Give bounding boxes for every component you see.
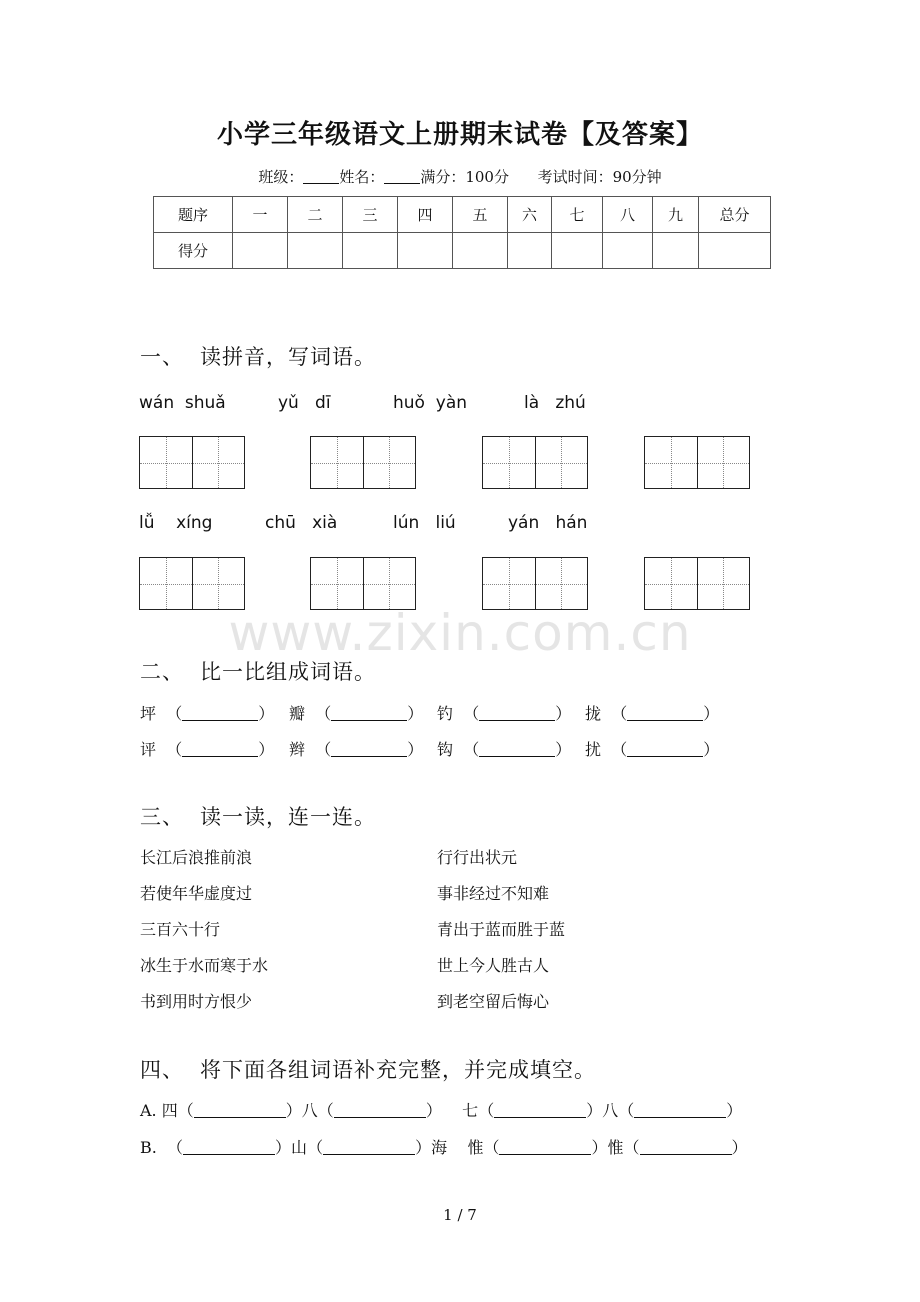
pinyin-label: chū xià: [265, 513, 338, 533]
tianzi-grid[interactable]: [482, 436, 588, 489]
score-cell[interactable]: [343, 233, 398, 269]
word-char: 海: [431, 1138, 448, 1157]
pinyin-label: wán shuǎ: [139, 393, 226, 413]
answer-blank[interactable]: [323, 1140, 415, 1155]
tianzi-grid[interactable]: [644, 557, 750, 610]
tianzi-grid[interactable]: [644, 436, 750, 489]
answer-blank[interactable]: [183, 1140, 275, 1155]
score-table-header-row: [154, 197, 771, 233]
pinyin-label: huǒ yàn: [393, 393, 468, 413]
score-cell[interactable]: [288, 233, 343, 269]
section-1-heading: [140, 341, 376, 371]
answer-blank[interactable]: [499, 1140, 591, 1155]
pinyin-label: yán hán: [508, 513, 588, 533]
char: 瓣: [289, 704, 306, 723]
score-cell[interactable]: [653, 233, 699, 269]
tianzi-grid[interactable]: [139, 557, 245, 610]
left-phrase[interactable]: 三百六十行: [140, 920, 221, 939]
right-phrase[interactable]: 事非经过不知难: [437, 884, 550, 903]
score-cell[interactable]: [603, 233, 653, 269]
full-score: 满分：100分: [420, 168, 509, 186]
answer-blank[interactable]: [479, 706, 555, 721]
char: 评: [140, 740, 157, 759]
answer-blank[interactable]: [194, 1103, 286, 1118]
section-title: 将下面各组词语补充完整，并完成填空。: [200, 1058, 596, 1082]
header-cell: 一: [233, 197, 288, 233]
char: 辫: [289, 740, 306, 759]
header-cell: 四: [398, 197, 453, 233]
answer-blank[interactable]: [182, 706, 258, 721]
exam-info-line: [0, 166, 920, 187]
score-cell[interactable]: [508, 233, 552, 269]
tianzi-grid[interactable]: [482, 557, 588, 610]
section-number: 二、: [140, 660, 184, 684]
answer-blank[interactable]: [640, 1140, 732, 1155]
score-cell[interactable]: [398, 233, 453, 269]
tianzi-grid[interactable]: [310, 436, 416, 489]
word-char: 山: [291, 1138, 308, 1157]
right-phrase[interactable]: 行行出状元: [437, 848, 518, 867]
right-phrase[interactable]: 到老空留后悔心: [437, 992, 550, 1011]
header-cell: 总分: [699, 197, 771, 233]
line-label: A.: [140, 1101, 157, 1120]
answer-blank[interactable]: [494, 1103, 586, 1118]
answer-blank[interactable]: [334, 1103, 426, 1118]
compare-item: 拢 （ ）: [585, 704, 720, 723]
header-cell: 七: [552, 197, 603, 233]
score-cell[interactable]: [699, 233, 771, 269]
section-2-heading: [140, 656, 376, 686]
word-char: 八: [602, 1101, 619, 1120]
word-char: 惟: [467, 1138, 484, 1157]
score-cell[interactable]: [552, 233, 603, 269]
left-phrase[interactable]: 若使年华虚度过: [140, 884, 253, 903]
word-char: 四: [161, 1101, 178, 1120]
compare-item: 辫 （ ）: [289, 740, 424, 759]
score-cell[interactable]: [233, 233, 288, 269]
pinyin-label: yǔ dī: [278, 393, 331, 413]
answer-blank[interactable]: [634, 1103, 726, 1118]
char: 钓: [437, 704, 454, 723]
char: 扰: [585, 740, 602, 759]
compare-item: 坪 （ ）: [140, 704, 275, 723]
header-cell: 八: [603, 197, 653, 233]
pinyin-label: lǚ xíng: [139, 513, 213, 533]
left-phrase[interactable]: 冰生于水而寒于水: [140, 956, 269, 975]
char: 钩: [437, 740, 454, 759]
section-number: 四、: [140, 1058, 184, 1082]
tianzi-grid[interactable]: [310, 557, 416, 610]
header-cell: 二: [288, 197, 343, 233]
score-table-score-row: [154, 233, 771, 269]
fill-line-b: B. （ ）山（ ）海 惟（ ）惟（ ）: [140, 1138, 748, 1157]
answer-blank[interactable]: [331, 742, 407, 757]
section-3-heading: [140, 801, 376, 831]
header-cell: 九: [653, 197, 699, 233]
page-number: 1 / 7: [443, 1206, 477, 1224]
char: 坪: [140, 704, 157, 723]
class-label: 班级：: [258, 168, 304, 186]
section-title: 读拼音，写词语。: [200, 345, 376, 369]
compare-item: 扰 （ ）: [585, 740, 720, 759]
header-cell: 六: [508, 197, 552, 233]
pinyin-label: lún liú: [393, 513, 456, 533]
answer-blank[interactable]: [627, 706, 703, 721]
word-char: 惟: [607, 1138, 624, 1157]
class-blank[interactable]: [303, 169, 339, 184]
word-char: 八: [301, 1101, 318, 1120]
line-label: B.: [140, 1138, 157, 1157]
tianzi-grid[interactable]: [139, 436, 245, 489]
section-title: 比一比组成词语。: [200, 660, 376, 684]
answer-blank[interactable]: [182, 742, 258, 757]
section-number: 一、: [140, 345, 184, 369]
header-cell: 题序: [154, 197, 233, 233]
section-number: 三、: [140, 805, 184, 829]
name-blank[interactable]: [384, 169, 420, 184]
score-cell[interactable]: [453, 233, 508, 269]
watermark: www.zixin.com.cn: [228, 604, 692, 662]
exam-time: 考试时间：90分钟: [537, 168, 662, 186]
name-label: 姓名：: [339, 168, 385, 186]
left-phrase[interactable]: 书到用时方恨少: [140, 992, 253, 1011]
header-cell: 三: [343, 197, 398, 233]
compare-item: 瓣 （ ）: [289, 704, 424, 723]
header-cell: 五: [453, 197, 508, 233]
section-title: 读一读，连一连。: [200, 805, 376, 829]
pinyin-label: là zhú: [524, 393, 586, 413]
compare-item: 钓 （ ）: [437, 704, 572, 723]
right-phrase[interactable]: 世上今人胜古人: [437, 956, 550, 975]
left-phrase[interactable]: 长江后浪推前浪: [140, 848, 253, 867]
compare-item: 钩 （ ）: [437, 740, 572, 759]
compare-item: 评 （ ）: [140, 740, 275, 759]
section-4-heading: [140, 1054, 596, 1084]
answer-blank[interactable]: [479, 742, 555, 757]
row-label: 得分: [154, 233, 233, 269]
word-char: 七: [462, 1101, 479, 1120]
fill-line-a: A. 四（ ）八（ ） 七（ ）八（ ）: [140, 1101, 743, 1120]
answer-blank[interactable]: [627, 742, 703, 757]
char: 拢: [585, 704, 602, 723]
answer-blank[interactable]: [331, 706, 407, 721]
right-phrase[interactable]: 青出于蓝而胜于蓝: [437, 920, 566, 939]
score-table: [153, 196, 771, 269]
page-title: 小学三年级语文上册期末试卷【及答案】: [216, 120, 703, 150]
